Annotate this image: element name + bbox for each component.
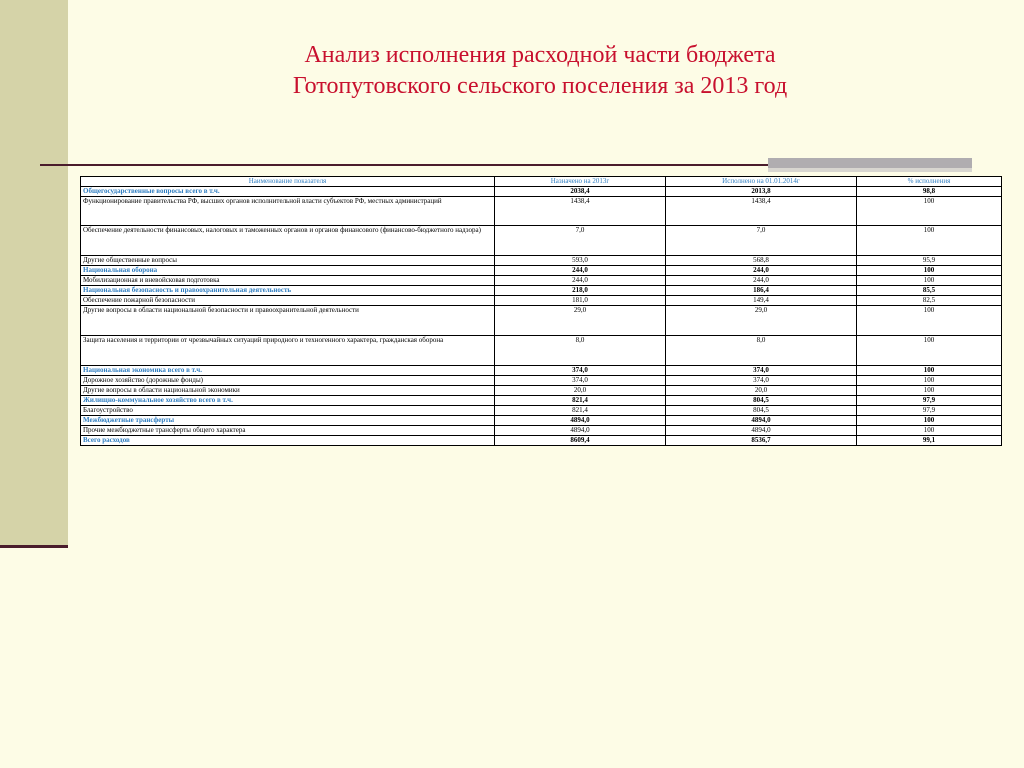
row-name: Жилищно-коммунальное хозяйство всего в т.ч. [81,396,495,406]
row-executed: 149,4 [666,296,857,306]
table-row [81,426,1002,436]
row-planned: 20,0 [495,386,666,396]
row-planned: 374,0 [495,366,666,376]
table-row [81,336,1002,366]
decorative-grey-block [768,158,972,168]
row-percent: 100 [857,426,1002,436]
row-planned: 4894,0 [495,416,666,426]
row-name: Межбюджетные трансферты [81,416,495,426]
row-executed: 8,0 [666,336,857,366]
row-name: Благоустройство [81,406,495,416]
row-executed: 7,0 [666,226,857,256]
row-planned: 244,0 [495,276,666,286]
table-header-row [81,177,1002,187]
row-planned: 821,4 [495,396,666,406]
column-header-executed: Исполнено на 01.01.2014г [666,177,857,187]
row-planned: 29,0 [495,306,666,336]
row-planned: 181,0 [495,296,666,306]
row-planned: 4894,0 [495,426,666,436]
row-percent: 100 [857,226,1002,256]
row-name: Другие общественные вопросы [81,256,495,266]
row-executed: 20,0 [666,386,857,396]
table-row [81,286,1002,296]
row-planned: 7,0 [495,226,666,256]
table-row [81,376,1002,386]
row-executed: 374,0 [666,366,857,376]
row-percent: 95,9 [857,256,1002,266]
table-row [81,187,1002,197]
row-executed: 244,0 [666,276,857,286]
column-header-percent: % исполнения [857,177,1002,187]
table-row [81,396,1002,406]
page-title [170,40,910,102]
table-row [81,276,1002,286]
row-percent: 85,5 [857,286,1002,296]
row-planned: 218,0 [495,286,666,296]
row-planned: 244,0 [495,266,666,276]
table-row-total [81,436,1002,446]
table-row [81,296,1002,306]
column-header-name: Наименование показателя [81,177,495,187]
row-percent: 100 [857,336,1002,366]
row-executed: 804,5 [666,396,857,406]
row-executed: 804,5 [666,406,857,416]
decorative-grey-block-shadow [768,168,972,172]
row-percent: 82,5 [857,296,1002,306]
row-executed: 186,4 [666,286,857,296]
row-planned: 2038,4 [495,187,666,197]
row-name: Другие вопросы в области национальной безопасности и правоохранительной деятельности [81,306,495,336]
row-name: Функционирование правительства РФ, высших органов исполнительной власти субъектов РФ, местных администраций [81,197,495,226]
row-planned: 374,0 [495,376,666,386]
column-header-planned: Назначено на 2013г [495,177,666,187]
row-percent: 100 [857,276,1002,286]
table-row [81,306,1002,336]
title-line-1: Анализ исполнения расходной части бюджета [304,42,776,68]
row-percent: 100 [857,306,1002,336]
row-executed: 244,0 [666,266,857,276]
table-row [81,406,1002,416]
row-executed: 1438,4 [666,197,857,226]
row-name: Дорожное хозяйство (дорожные фонды) [81,376,495,386]
row-executed: 568,8 [666,256,857,266]
row-percent: 99,1 [857,436,1002,446]
row-executed: 4894,0 [666,416,857,426]
row-name: Национальная безопасность и правоохранительная деятельность [81,286,495,296]
row-name: Обеспечение пожарной безопасности [81,296,495,306]
row-executed: 29,0 [666,306,857,336]
table-row [81,386,1002,396]
table-row [81,366,1002,376]
row-executed: 374,0 [666,376,857,386]
table-row [81,226,1002,256]
row-executed: 4894,0 [666,426,857,436]
row-name: Прочие межбюджетные трансферты общего характера [81,426,495,436]
row-executed: 2013,8 [666,187,857,197]
row-percent: 100 [857,366,1002,376]
table-row [81,197,1002,226]
row-percent: 100 [857,416,1002,426]
row-percent: 97,9 [857,396,1002,406]
budget-execution-table [80,176,1002,446]
table-row [81,256,1002,266]
table-row [81,266,1002,276]
row-planned: 8,0 [495,336,666,366]
row-executed: 8536,7 [666,436,857,446]
row-planned: 593,0 [495,256,666,266]
row-name: Национальная оборона [81,266,495,276]
title-line-2: Готопутовского сельского поселения за 2013 год [292,73,788,99]
row-percent: 100 [857,266,1002,276]
row-name: Национальная экономика всего в т.ч. [81,366,495,376]
row-percent: 100 [857,376,1002,386]
row-percent: 100 [857,386,1002,396]
row-percent: 97,9 [857,406,1002,416]
left-decorative-band [0,0,68,545]
row-planned: 1438,4 [495,197,666,226]
row-name: Другие вопросы в области национальной экономики [81,386,495,396]
left-band-underline [0,545,68,548]
row-name: Общегосударственные вопросы всего в т.ч. [81,187,495,197]
row-planned: 821,4 [495,406,666,416]
row-percent: 100 [857,197,1002,226]
row-name: Обеспечение деятельности финансовых, налоговых и таможенных органов и органов финансового (финансово-бюджетного надзора) [81,226,495,256]
row-name: Мобилизационная и вневойсковая подготовка [81,276,495,286]
row-planned: 8609,4 [495,436,666,446]
table-row [81,416,1002,426]
row-name: Всего расходов [81,436,495,446]
row-percent: 98,8 [857,187,1002,197]
row-name: Защита населения и территории от чрезвычайных ситуаций природного и техногенного характера, гражданская оборона [81,336,495,366]
